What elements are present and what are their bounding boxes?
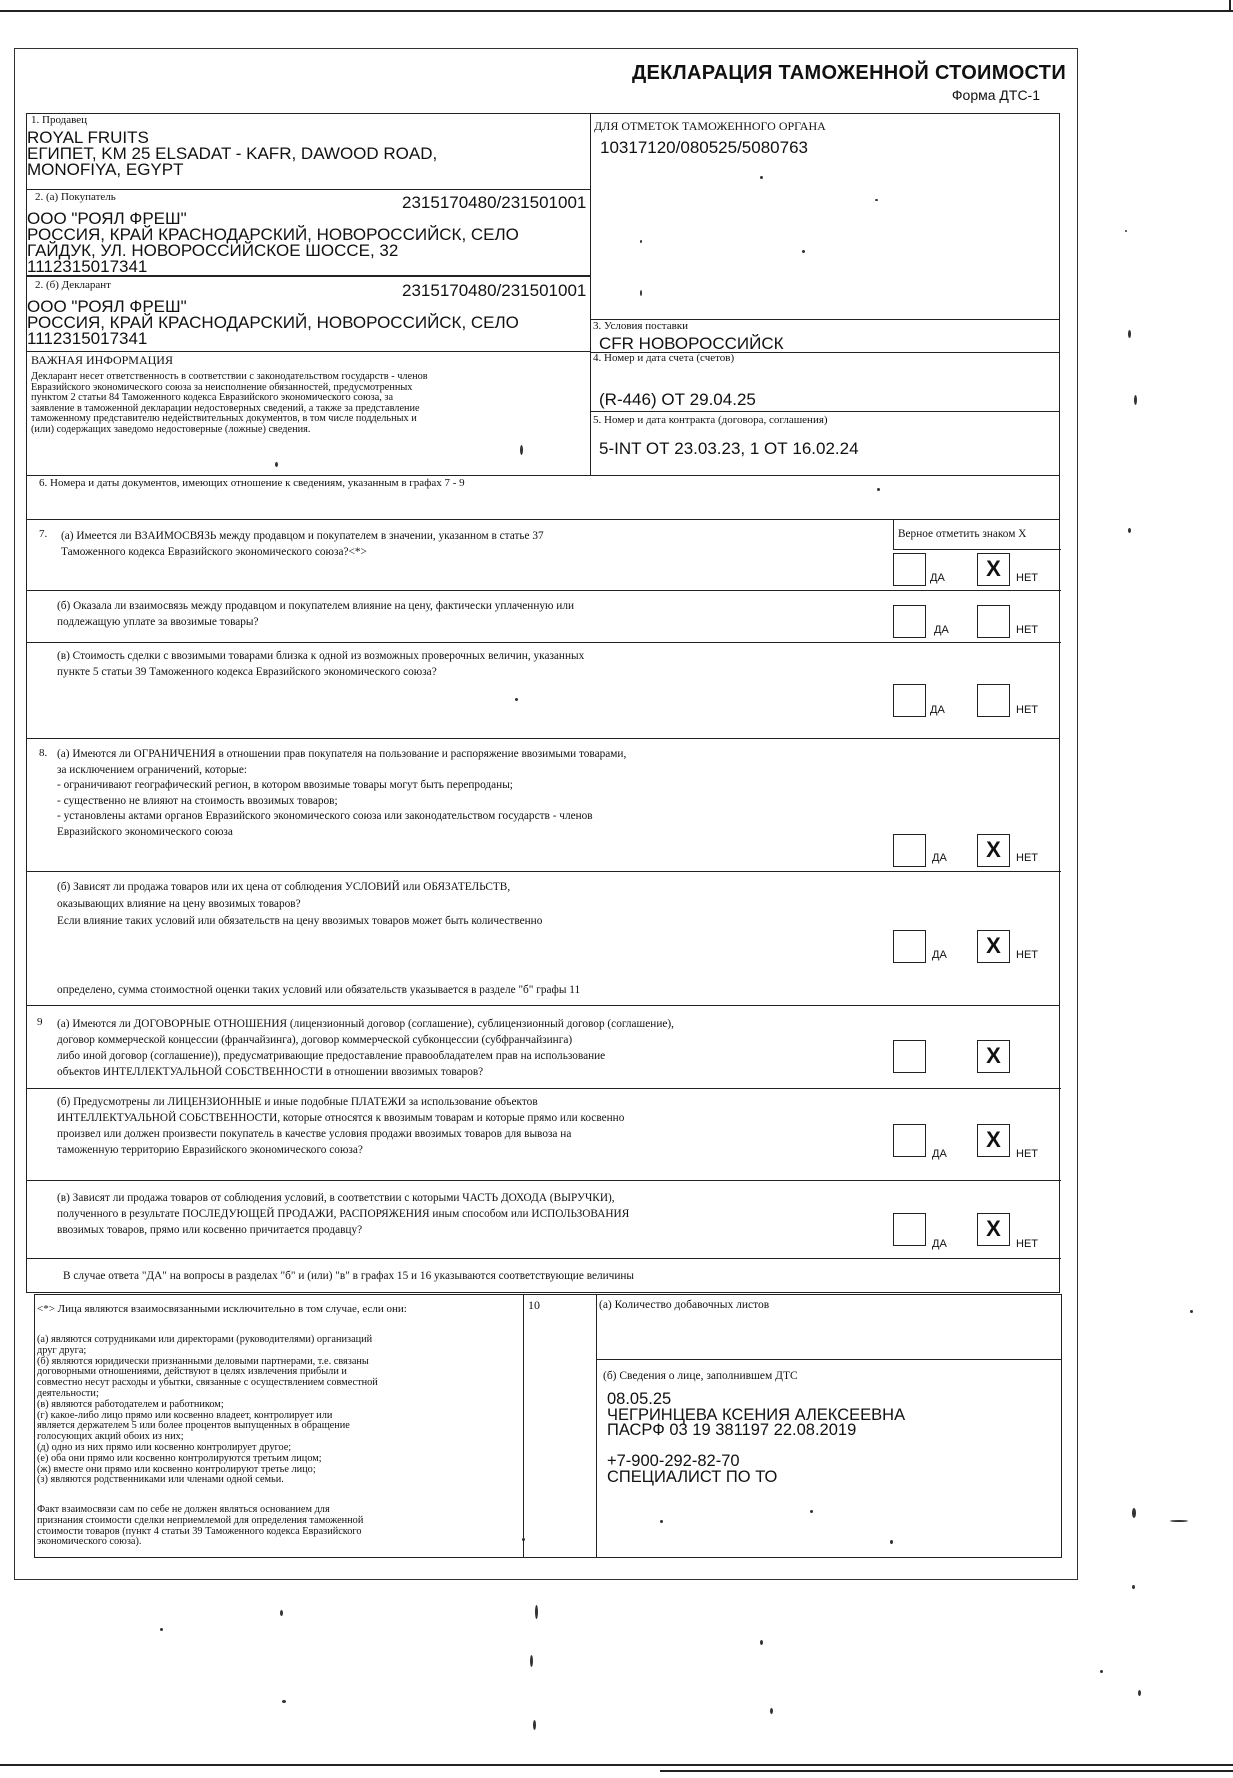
scan-speck [1134,395,1137,405]
label-7a-no: НЕТ [1016,572,1038,584]
scan-bottom-line [0,1764,1233,1766]
label-8b-yes: ДА [932,949,947,961]
label-7b-yes: ДА [934,624,949,636]
scan-speck [877,488,880,491]
box10a-label: (а) Количество добавочных листов [599,1299,770,1311]
box3-label: 3. Условия поставки [593,320,689,332]
label-8b-no: НЕТ [1016,949,1038,961]
footnote-final: Факт взаимосвязи сам по себе не должен являться основанием для признания стоимости сделки неприемлемой для определения таможенной стоимости товаров (пункт 4 статьи 39 Таможенного кодекса Евразийского экономического союза). [37,1504,364,1548]
form-title: ДЕКЛАРАЦИЯ ТАМОЖЕННОЙ СТОИМОСТИ [631,62,1066,84]
scan-speck [802,250,805,253]
box7-divider-2 [27,642,1061,643]
box8-divider [27,871,1061,872]
box7-num: 7. [39,528,48,540]
box3-value: CFR НОВОРОССИЙСК [599,334,784,353]
scan-speck [1132,1508,1136,1518]
answers-hint-cell [893,520,1061,550]
box5-contract [590,411,1060,476]
checkbox-9a-no[interactable]: X [977,1040,1010,1073]
checkbox-9b-yes[interactable] [893,1124,926,1157]
label-8a-no: НЕТ [1016,852,1038,864]
form-code: Форма ДТС-1 [951,87,1040,103]
scan-speck [640,290,642,296]
scan-speck [875,199,878,201]
checkbox-8b-yes[interactable] [893,930,926,963]
box8b-question: (б) Зависят ли продажа товаров или их цена от соблюдения УСЛОВИЙ или ОБЯЗАТЕЛЬСТВ, оказывающих влияние на цену ввозимых товаров? Если влияние таких условий или обязательств на цену ввозимых товаров может быть количественно [57,881,543,927]
scan-speck [1138,1690,1141,1696]
box3-delivery-terms [590,319,1060,353]
box7b-question: (б) Оказала ли взаимосвязь между продавцом и покупателем влияние на цену, фактически уплаченную или подлежащую уплате за ввозимые товары? [57,600,575,628]
scan-right-edge [1229,0,1231,12]
box10b-value: 08.05.25 ЧЕГРИНЦЕВА КСЕНИЯ АЛЕКСЕЕВНА ПАСРФ 03 19 381197 22.08.2019 +7-900-292-82-70 СПЕЦИАЛИСТ ПО ТО [607,1390,906,1486]
box8b-tail: определено, сумма стоимостной оценки таких условий или обязательств указывается в разделе "б" графы 11 [57,984,581,996]
box4-invoice [590,352,1060,412]
box10b-filler [596,1359,1062,1558]
checkbox-9b-no[interactable]: X [977,1124,1010,1157]
label-9c-yes: ДА [932,1238,947,1250]
checkbox-9a-yes[interactable] [893,1040,926,1073]
label-7c-no: НЕТ [1016,704,1038,716]
scan-speck [660,1520,663,1523]
checkbox-7b-no[interactable] [977,605,1010,638]
scan-speck [1170,1520,1188,1522]
box10-num: 10 [528,1298,540,1312]
footnote-title: <*> Лица являются взаимосвязанными исключительно в том случае, если они: [37,1303,407,1315]
scan-bottom-line-2 [660,1770,1233,1772]
scan-speck [1125,230,1127,232]
box8-num: 8. [39,747,48,759]
answers-hint: Верное отметить знаком X [898,528,1027,540]
box9-note: В случае ответа "ДА" на вопросы в разделах "б" и (или) "в" в графах 15 и 16 указываются соответствующие величины [63,1270,635,1282]
checkbox-9c-no[interactable]: X [977,1213,1010,1246]
box2a-value: ООО "РОЯЛ ФРЕШ" РОССИЯ, КРАЙ КРАСНОДАРСКИЙ, НОВОРОССИЙСК, СЕЛО ГАЙДУК, УЛ. НОВОРОССИЙСКОЕ ШОССЕ, 32 1112315017341 [27,209,519,276]
box1-label: 1. Продавец [31,114,88,126]
scan-speck [760,176,763,179]
box9-divider-2 [27,1180,1061,1181]
scan-speck [275,462,278,467]
box5-value: 5-INT ОТ 23.03.23, 1 ОТ 16.02.24 [599,439,859,458]
label-8a-yes: ДА [932,852,947,864]
box4-label: 4. Номер и дата счета (счетов) [593,352,735,364]
label-7a-yes: ДА [930,572,945,584]
scan-speck [530,1655,533,1667]
checkbox-7a-yes[interactable] [893,553,926,586]
important-title: ВАЖНАЯ ИНФОРМАЦИЯ [31,353,173,367]
scan-top-line [0,10,1233,12]
box9-num: 9 [37,1016,43,1028]
checkbox-8a-yes[interactable] [893,834,926,867]
scan-speck [520,445,523,455]
scan-speck [533,1720,536,1730]
label-9b-yes: ДА [932,1148,947,1160]
scan-speck [1128,528,1131,533]
box10-number-cell [523,1294,597,1558]
customs-marks-area [590,113,1060,320]
checkbox-7a-no[interactable]: X [977,553,1010,586]
label-9c-no: НЕТ [1016,1238,1038,1250]
important-text: Декларант несет ответственность в соответствии с законодательством государств - членов Евразийского экономического союза за неисполнение обязанностей, предусмотренных пунктом 2 статьи 84 Таможенного кодекса Евразийского экономического союза, за заявление в таможенной декларации недостоверных сведений, а также за представление таможенному представителю недействительных документов, в том числе поддельных и (или) содержащих заведомо недостоверные (ложные) сведения. [31,371,428,435]
footnote-text: (а) являются сотрудниками или директорами (руководителями) организаций друг друга; (б) являются юридически признанными деловыми партнерами, т.е. связаны договорными отношениями, действуют в целях извлечения прибыли и совместно несут расходы и убытки, связанные с осуществлением совместной деятельности; (в) являются работодателем и работником; (г) какое-либо лицо прямо или косвенно владеет, контролирует или является держателем 5 или более процентов выпущенных в обращение голосующих акций обоих из них; (д) одно из них прямо или косвенно контролирует другое; (е) оба они прямо или косвенно контролируются третьим лицом; (ж) вместе они прямо или косвенно контролируют третье лицо; (з) являются родственниками или членами одной семьи. [37,1334,378,1486]
scan-speck [770,1708,773,1714]
box2b-declarant [26,276,591,352]
label-7b-no: НЕТ [1016,624,1038,636]
label-7c-yes: ДА [930,704,945,716]
box9-divider-1 [27,1088,1061,1089]
box2a-buyer [26,189,591,276]
box2a-inn: 2315170480/231501001 [402,193,587,212]
scan-speck [760,1640,763,1645]
scan-speck [160,1628,163,1631]
footnote-box [34,1294,524,1558]
box5-label: 5. Номер и дата контракта (договора, соглашения) [593,414,828,426]
box9b-question: (б) Предусмотрены ли ЛИЦЕНЗИОННЫЕ и иные подобные ПЛАТЕЖИ за использование объектов ИНТЕЛЛЕКТУАЛЬНОЙ СОБСТВЕННОСТИ, которые относятся к ввозимым товарам и которые прямо или косвенно произвел или должен произвести покупатель в качестве условия продажи ввозимых товаров для вывоза на таможенную территорию Евразийского экономического союза? [57,1096,625,1156]
scan-speck [1132,1585,1135,1589]
checkbox-7b-yes[interactable] [893,605,926,638]
scan-speck [522,1538,525,1541]
box7c-question: (в) Стоимость сделки с ввозимыми товарами близка к одной из возможных проверочных величин, указанных пункте 5 статьи 39 Таможенного кодекса Евразийского экономического союза? [57,650,585,678]
customs-label: ДЛЯ ОТМЕТОК ТАМОЖЕННОГО ОРГАНА [594,119,826,133]
scan-speck [515,698,518,701]
checkbox-9c-yes[interactable] [893,1213,926,1246]
checkbox-8a-no[interactable]: X [977,834,1010,867]
checkbox-7c-no[interactable] [977,684,1010,717]
scan-speck [1190,1310,1193,1313]
checkbox-7c-yes[interactable] [893,684,926,717]
box10a-sheets [596,1294,1062,1360]
box2b-inn: 2315170480/231501001 [402,281,587,300]
scan-speck [1100,1670,1103,1673]
box8-restrictions [26,738,1060,1006]
box9c-question: (в) Зависят ли продажа товаров от соблюдения условий, в соответствии с которыми ЧАСТЬ ДОХОДА (ВЫРУЧКИ), полученного в результате ПОСЛЕДУЮЩЕЙ ПРОДАЖИ, РАСПОРЯЖЕНИЯ иным способом или ИСПОЛЬЗОВАНИЯ ввозимых товаров, прямо или косвенно причитается продавцу? [57,1192,630,1236]
scan-speck [280,1610,283,1616]
important-info-box [26,352,591,476]
box1-value: ROYAL FRUITS ЕГИПЕТ, KM 25 ELSADAT - KAFR, DAWOOD ROAD, MONOFIYA, EGYPT [27,128,438,179]
scan-speck [282,1700,286,1703]
label-9b-no: НЕТ [1016,1148,1038,1160]
scan-speck [640,240,642,243]
box4-value: (R-446) ОТ 29.04.25 [599,390,756,409]
customs-number: 10317120/080525/5080763 [600,138,808,157]
scan-speck [1128,330,1131,338]
box1-seller [26,113,591,190]
box6-label: 6. Номера и даты документов, имеющих отношение к сведениям, указанным в графах 7 - 9 [39,477,465,489]
box10b-label: (б) Сведения о лице, заполнившем ДТС [603,1370,798,1382]
scan-speck [810,1510,813,1513]
box7a-question: (а) Имеется ли ВЗАИМОСВЯЗЬ между продавцом и покупателем в значении, указанном в статье 37 Таможенного кодекса Евразийского экономического союза?<*> [61,530,544,558]
scan-speck [890,1540,893,1544]
box7-divider-1 [27,590,1061,591]
box2b-label: 2. (б) Декларант [35,279,111,291]
box8a-question: (а) Имеются ли ОГРАНИЧЕНИЯ в отношении прав покупателя на пользование и распоряжение ввозимыми товарами, за исключением ограничений, которые: - ограничивают географический регион, в котором ввозимые товары могут быть перепроданы; - существенно не влияют на стоимость ввозимых товаров; - установлены актами органов Евразийского экономического союза или законодательством государств - членов Евразийского экономического союза [57,748,627,838]
box9a-question: (а) Имеются ли ДОГОВОРНЫЕ ОТНОШЕНИЯ (лицензионный договор (соглашение), сублицензионный договор (соглашение), договор коммерческой концессии (франчайзинга), договор коммерческой субконцессии (субфранчайзинга) либо иной договор (соглашение)), предусматривающие предоставление правообладателем прав на использование объектов ИНТЕЛЛЕКТУАЛЬНОЙ СОБСТВЕННОСТИ в отношении ввозимых товаров? [57,1018,674,1078]
scan-speck [535,1605,538,1619]
box6-documents [26,475,1060,520]
box9-divider-3 [27,1258,1061,1259]
box2a-label: 2. (а) Покупатель [35,191,116,203]
checkbox-8b-no[interactable]: X [977,930,1010,963]
box2b-value: ООО "РОЯЛ ФРЕШ" РОССИЯ, КРАЙ КРАСНОДАРСКИЙ, НОВОРОССИЙСК, СЕЛО 1112315017341 [27,297,519,348]
